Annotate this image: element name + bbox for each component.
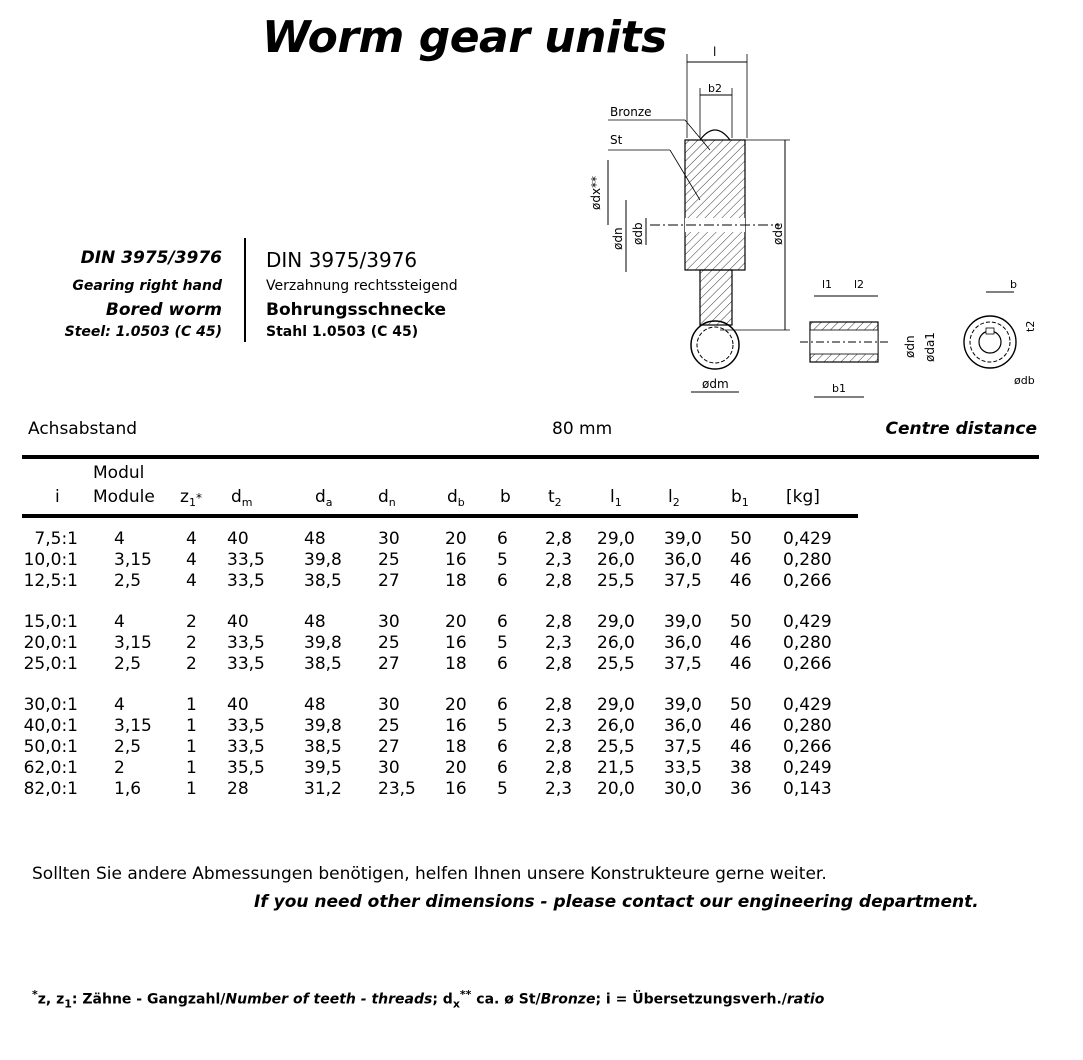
- cell-weight: 0,429: [783, 529, 832, 549]
- cell-l1: 29,0: [597, 695, 635, 716]
- dim-db2: ødb: [1014, 374, 1035, 387]
- gear-wheel-section: [650, 130, 780, 325]
- dim-l1: l1: [822, 278, 833, 291]
- cell-weight: 0,280: [783, 633, 832, 653]
- cell-b: 5: [497, 778, 508, 799]
- cell-t2: 2,8: [545, 612, 573, 633]
- cell-db: 16: [445, 633, 467, 653]
- cell-z1: 2: [186, 653, 197, 674]
- dim-t2: t2: [1024, 320, 1037, 332]
- cell-t2: 2,8: [545, 737, 573, 757]
- cell-da: 48: [304, 529, 326, 549]
- cell-z1: 2: [186, 612, 197, 633]
- cell-db: 16: [445, 549, 467, 570]
- cell-module: 3,15: [114, 633, 152, 653]
- label-bronze: Bronze: [610, 105, 652, 119]
- cell-l2: 37,5: [664, 570, 702, 591]
- cell-db: 18: [445, 653, 467, 674]
- cell-dm: 40: [227, 529, 249, 549]
- cell-weight: 0,266: [783, 570, 832, 591]
- cell-db: 16: [445, 716, 467, 737]
- cell-db: 20: [445, 757, 467, 778]
- cell-l2: 39,0: [664, 612, 702, 633]
- cell-b1: 46: [730, 633, 752, 653]
- dim-de: øde: [771, 222, 785, 245]
- dim-dx: ødx**: [589, 175, 603, 210]
- cell-dm: 35,5: [227, 757, 265, 778]
- cell-b1: 46: [730, 549, 752, 570]
- cell-dm: 33,5: [227, 716, 265, 737]
- cell-da: 39,5: [304, 757, 342, 778]
- cell-l2: 36,0: [664, 549, 702, 570]
- cell-module: 2,5: [114, 737, 142, 757]
- cell-da: 38,5: [304, 737, 342, 757]
- cell-module: 2,5: [114, 570, 142, 591]
- cell-t2: 2,8: [545, 695, 573, 716]
- cell-weight: 0,280: [783, 716, 832, 737]
- cell-b: 6: [497, 612, 508, 633]
- cell-l1: 25,5: [597, 570, 635, 591]
- cell-db: 20: [445, 529, 467, 549]
- dim-b2: b2: [708, 82, 722, 95]
- note-en: If you need other dimensions - please contact our engineering department.: [254, 892, 979, 912]
- cell-z1: 4: [186, 529, 197, 549]
- cell-dn: 30: [378, 529, 400, 549]
- cell-dm: 33,5: [227, 549, 265, 570]
- din-standard-en: DIN 3975/3976: [80, 248, 222, 268]
- cell-da: 39,8: [304, 549, 342, 570]
- table-header-rule: [22, 514, 858, 518]
- cell-z1: 1: [186, 695, 197, 716]
- cell-z1: 4: [186, 549, 197, 570]
- cell-ratio: 50,0:1: [23, 737, 78, 757]
- cell-t2: 2,3: [545, 716, 573, 737]
- cell-dn: 27: [378, 570, 400, 591]
- dim-da1: øda1: [923, 332, 937, 362]
- cell-ratio: 25,0:1: [23, 653, 78, 674]
- worm-type-en: Bored worm: [105, 300, 222, 320]
- cell-dn: 30: [378, 695, 400, 716]
- cell-l2: 39,0: [664, 695, 702, 716]
- cell-ratio: 7,5:1: [34, 529, 78, 549]
- centre-label-de: Achsabstand: [28, 419, 138, 439]
- cell-b: 5: [497, 633, 508, 653]
- cell-weight: 0,280: [783, 549, 832, 570]
- cell-l2: 39,0: [664, 529, 702, 549]
- cell-dn: 25: [378, 549, 400, 570]
- cell-l2: 33,5: [664, 757, 702, 778]
- header-l1: $l_1$: [610, 487, 622, 509]
- cell-b: 6: [497, 695, 508, 716]
- cell-da: 38,5: [304, 653, 342, 674]
- cell-module: 2,5: [114, 653, 142, 674]
- din-standard-de: DIN 3975/3976: [266, 248, 418, 272]
- cell-dm: 33,5: [227, 633, 265, 653]
- cell-l2: 30,0: [664, 778, 702, 799]
- cell-b: 5: [497, 549, 508, 570]
- material-de: Stahl 1.0503 (C 45): [266, 324, 419, 340]
- dim-b: b: [1010, 278, 1017, 291]
- dim-db: ødb: [631, 222, 645, 245]
- cell-da: 39,8: [304, 633, 342, 653]
- header-b: b: [500, 487, 511, 507]
- cell-l1: 29,0: [597, 529, 635, 549]
- header-z1: $z_1*$: [180, 487, 202, 509]
- cell-db: 20: [445, 612, 467, 633]
- cell-b: 6: [497, 757, 508, 778]
- header-db: $d_b$: [447, 487, 465, 509]
- cell-t2: 2,8: [545, 653, 573, 674]
- cell-z1: 1: [186, 737, 197, 757]
- cell-ratio: 82,0:1: [23, 778, 78, 799]
- cell-b: 6: [497, 529, 508, 549]
- gearing-en: Gearing right hand: [72, 278, 222, 294]
- gearing-de: Verzahnung rechtssteigend: [266, 278, 458, 294]
- header-da: $d_a$: [315, 487, 333, 509]
- cell-l1: 26,0: [597, 633, 635, 653]
- cell-b1: 38: [730, 757, 752, 778]
- cell-l1: 25,5: [597, 737, 635, 757]
- dim-dn: ødn: [611, 227, 625, 250]
- header-kg: [kg]: [786, 487, 820, 507]
- cell-b: 5: [497, 716, 508, 737]
- cell-module: 4: [114, 529, 125, 549]
- header-module: Module: [93, 487, 155, 507]
- cell-l1: 20,0: [597, 778, 635, 799]
- cell-z1: 1: [186, 716, 197, 737]
- cell-b1: 46: [730, 716, 752, 737]
- cell-z1: 1: [186, 778, 197, 799]
- table-top-rule: [22, 455, 1039, 459]
- cell-module: 1,6: [114, 778, 142, 799]
- cell-ratio: 62,0:1: [23, 757, 78, 778]
- cell-l1: 21,5: [597, 757, 635, 778]
- cell-dn: 27: [378, 737, 400, 757]
- cell-b: 6: [497, 653, 508, 674]
- cell-l2: 37,5: [664, 653, 702, 674]
- cell-l1: 29,0: [597, 612, 635, 633]
- cell-dm: 28: [227, 778, 249, 799]
- cell-b1: 46: [730, 737, 752, 757]
- cell-ratio: 10,0:1: [23, 549, 78, 570]
- cell-l1: 25,5: [597, 653, 635, 674]
- centre-label-en: Centre distance: [885, 419, 1037, 439]
- cell-l2: 36,0: [664, 716, 702, 737]
- cell-b: 6: [497, 737, 508, 757]
- cell-da: 48: [304, 695, 326, 716]
- cell-ratio: 30,0:1: [23, 695, 78, 716]
- cell-module: 3,15: [114, 716, 152, 737]
- footnote: *z, $z_1$: Zähne - Gangzahl/Number of teeth - threads; $d_x^{**}$ ca. ø St/Bronze; i = Übersetzungsverh./ratio: [32, 988, 825, 1011]
- cell-dn: 30: [378, 757, 400, 778]
- cell-b1: 50: [730, 529, 752, 549]
- header-modul: Modul: [93, 463, 145, 483]
- cell-dm: 33,5: [227, 653, 265, 674]
- cell-t2: 2,8: [545, 757, 573, 778]
- header-dn: $d_n$: [378, 487, 396, 509]
- cell-l1: 26,0: [597, 549, 635, 570]
- cell-db: 20: [445, 695, 467, 716]
- cell-t2: 2,3: [545, 633, 573, 653]
- cell-db: 16: [445, 778, 467, 799]
- page-title: Worm gear units: [262, 12, 667, 63]
- cell-dm: 40: [227, 695, 249, 716]
- cell-dn: 30: [378, 612, 400, 633]
- worm-type-de: Bohrungsschnecke: [266, 300, 447, 320]
- cell-dn: 23,5: [378, 778, 416, 799]
- cell-b1: 46: [730, 570, 752, 591]
- header-dm: $d_m$: [231, 487, 253, 509]
- cell-module: 4: [114, 612, 125, 633]
- cell-b1: 46: [730, 653, 752, 674]
- cell-t2: 2,8: [545, 529, 573, 549]
- cell-z1: 4: [186, 570, 197, 591]
- cell-dn: 25: [378, 633, 400, 653]
- cell-module: 4: [114, 695, 125, 716]
- cell-weight: 0,429: [783, 695, 832, 716]
- cell-dn: 25: [378, 716, 400, 737]
- cell-b1: 50: [730, 612, 752, 633]
- cell-b1: 50: [730, 695, 752, 716]
- cell-l2: 37,5: [664, 737, 702, 757]
- block-divider: [244, 238, 246, 342]
- cell-t2: 2,3: [545, 549, 573, 570]
- cell-weight: 0,143: [783, 778, 832, 799]
- cell-weight: 0,266: [783, 653, 832, 674]
- worm-gear-drawing: [560, 40, 1060, 410]
- cell-b1: 36: [730, 778, 752, 799]
- centre-value: 80 mm: [552, 419, 613, 439]
- cell-t2: 2,3: [545, 778, 573, 799]
- cell-weight: 0,266: [783, 737, 832, 757]
- cell-da: 38,5: [304, 570, 342, 591]
- cell-ratio: 12,5:1: [23, 570, 78, 591]
- cell-da: 48: [304, 612, 326, 633]
- cell-module: 2: [114, 757, 125, 778]
- dim-dm: ødm: [702, 377, 729, 391]
- worm-side-view: [800, 322, 890, 362]
- worm-circle: [691, 321, 739, 369]
- cell-dm: 33,5: [227, 737, 265, 757]
- label-st: St: [610, 133, 623, 147]
- dim-l: l: [713, 45, 717, 59]
- cell-l1: 26,0: [597, 716, 635, 737]
- cell-ratio: 20,0:1: [23, 633, 78, 653]
- cell-t2: 2,8: [545, 570, 573, 591]
- cell-dm: 40: [227, 612, 249, 633]
- cell-z1: 2: [186, 633, 197, 653]
- header-b1: $b_1$: [731, 487, 749, 509]
- cell-ratio: 40,0:1: [23, 716, 78, 737]
- header-i: i: [55, 487, 60, 507]
- cell-db: 18: [445, 737, 467, 757]
- cell-b: 6: [497, 570, 508, 591]
- material-en: Steel: 1.0503 (C 45): [64, 324, 222, 340]
- cell-da: 31,2: [304, 778, 342, 799]
- cell-l2: 36,0: [664, 633, 702, 653]
- header-l2: $l_2$: [668, 487, 680, 509]
- cell-weight: 0,249: [783, 757, 832, 778]
- cell-z1: 1: [186, 757, 197, 778]
- cell-db: 18: [445, 570, 467, 591]
- note-de: Sollten Sie andere Abmessungen benötigen, helfen Ihnen unsere Konstrukteure gerne weiter.: [32, 864, 827, 884]
- cell-dm: 33,5: [227, 570, 265, 591]
- cell-weight: 0,429: [783, 612, 832, 633]
- dim-l2: l2: [854, 278, 865, 291]
- worm-end-view: [964, 316, 1016, 368]
- dim-b1: b1: [832, 382, 846, 395]
- header-t2: $t_2$: [548, 487, 562, 509]
- cell-ratio: 15,0:1: [23, 612, 78, 633]
- cell-module: 3,15: [114, 549, 152, 570]
- cell-da: 39,8: [304, 716, 342, 737]
- cell-dn: 27: [378, 653, 400, 674]
- dim-dn2: ødn: [903, 335, 917, 358]
